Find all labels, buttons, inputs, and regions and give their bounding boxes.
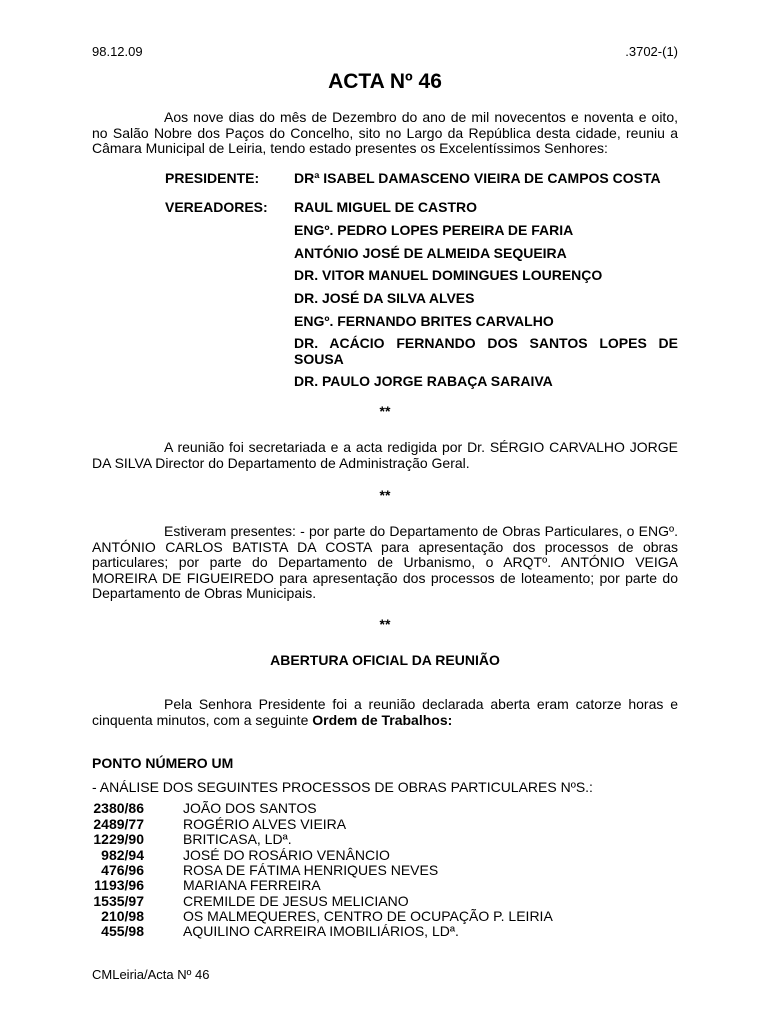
vereador-name: DR. ACÁCIO FERNANDO DOS SANTOS LOPES DE SOUSA — [294, 335, 678, 367]
processo-number: 1229/90 — [93, 831, 144, 847]
ordem-trabalhos: Ordem de Trabalhos: — [312, 711, 453, 728]
processo-number: 1535/97 — [93, 893, 144, 909]
vereador-name: RAUL MIGUEL DE CASTRO — [294, 199, 478, 215]
vereador-name: ANTÓNIO JOSÉ DE ALMEIDA SEQUEIRA — [294, 245, 567, 261]
vereador-name: DR. VITOR MANUEL DOMINGUES LOURENÇO — [294, 267, 603, 283]
presentes-paragraph: Estiveram presentes: - por parte do Departamento de Obras Particulares, o ENGº. ANTÓNIO CARLOS BATISTA DA COSTA para apresentação dos processos de obras particulares; por parte do Departamento de Urbanismo, o ARQTº. ANTÓNIO VEIGA MOREIRA DE FIGUEIREDO para apresentação dos processos de loteamento; por parte do Departamento de Obras Municipais. — [92, 523, 678, 601]
processo-number: 1193/96 — [94, 877, 144, 893]
document-title: ACTA Nº 46 — [328, 70, 442, 93]
abertura-heading: ABERTURA OFICIAL DA REUNIÃO — [270, 652, 500, 668]
processo-name: AQUILINO CARREIRA IMOBILIÁRIOS, LDª. — [183, 923, 459, 939]
vereador-name: DR. PAULO JORGE RABAÇA SARAIVA — [294, 373, 553, 389]
presidente-label: PRESIDENTE: — [165, 170, 260, 186]
presidente-name: DRª ISABEL DAMASCENO VIEIRA DE CAMPOS COSTA — [294, 170, 661, 186]
processo-name: BRITICASA, LDª. — [183, 831, 292, 847]
secretariat-paragraph: A reunião foi secretariada e a acta redigida por Dr. SÉRGIO CARVALHO JORGE DA SILVA Director do Departamento de Administração Geral. — [92, 439, 678, 471]
separator: ** — [379, 403, 391, 419]
processo-name: OS MALMEQUERES, CENTRO DE OCUPAÇÃO P. LEIRIA — [183, 908, 553, 924]
processo-name: JOSÉ DO ROSÁRIO VENÂNCIO — [183, 847, 390, 863]
vereador-name: ENGº. FERNANDO BRITES CARVALHO — [294, 313, 554, 329]
processo-number: 982/94 — [101, 847, 144, 863]
processo-number: 476/96 — [101, 862, 144, 878]
vereador-name: DR. JOSÉ DA SILVA ALVES — [294, 290, 475, 306]
processo-number: 2380/86 — [93, 800, 144, 816]
processo-name: MARIANA FERREIRA — [183, 877, 321, 893]
processo-name: ROSA DE FÁTIMA HENRIQUES NEVES — [183, 862, 439, 878]
abertura-text: Pela Senhora Presidente foi a reunião declarada aberta eram catorze horas e cinquenta minutos, com a seguinte — [92, 696, 678, 728]
header-date: 98.12.09 — [92, 44, 143, 59]
processo-number: 210/98 — [101, 908, 144, 924]
header-page-ref: .3702-(1) — [625, 44, 678, 59]
separator: ** — [379, 487, 391, 503]
processo-number: 2489/77 — [93, 816, 144, 832]
vereador-name: ENGº. PEDRO LOPES PEREIRA DE FARIA — [294, 222, 574, 238]
processo-name: CREMILDE DE JESUS MELICIANO — [183, 893, 409, 909]
processo-name: JOÃO DOS SANTOS — [183, 800, 317, 816]
processo-name: ROGÉRIO ALVES VIEIRA — [183, 816, 347, 832]
ponto-line: - ANÁLISE DOS SEGUINTES PROCESSOS DE OBRAS PARTICULARES NºS.: — [92, 779, 593, 795]
page-footer: CMLeiria/Acta Nº 46 — [92, 967, 210, 982]
processo-number: 455/98 — [101, 923, 144, 939]
ponto-heading: PONTO NÚMERO UM — [92, 755, 234, 771]
vereadores-label: VEREADORES: — [165, 199, 268, 215]
separator: ** — [379, 616, 391, 632]
abertura-paragraph — [92, 697, 678, 728]
intro-paragraph: Aos nove dias do mês de Dezembro do ano de mil novecentos e noventa e oito, no Salão Nobre dos Paços do Concelho, sito no Largo da República desta cidade, reuniu a Câmara Municipal de Leiria, tendo estado presentes os Excelentíssimos Senhores: — [92, 109, 678, 156]
